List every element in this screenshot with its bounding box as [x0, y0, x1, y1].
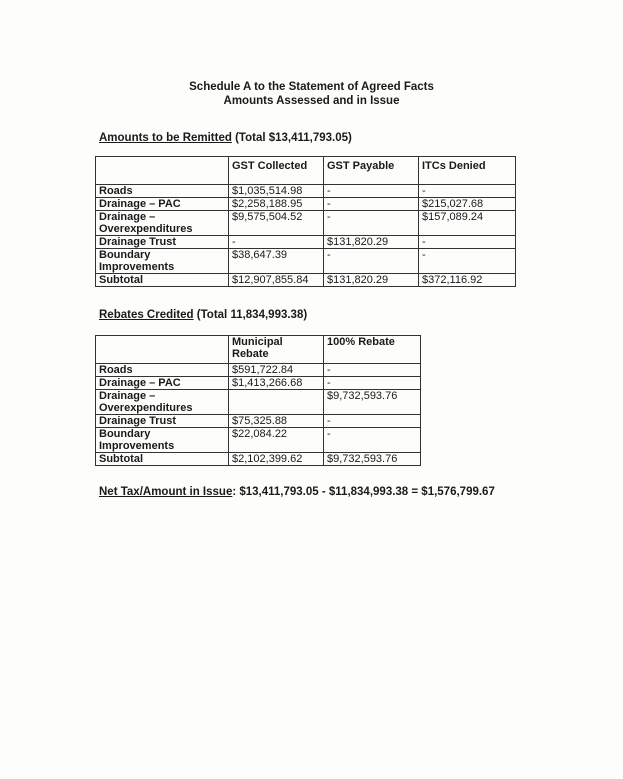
rebates-table	[95, 335, 421, 466]
table-row	[96, 364, 421, 377]
table-cell: $9,732,593.76	[324, 453, 421, 466]
remitted-table	[95, 156, 516, 287]
table-cell: -	[419, 185, 516, 198]
row-label: Drainage – Overexpenditures	[96, 211, 229, 236]
table-header-row	[96, 336, 421, 364]
table-row	[96, 198, 516, 211]
table-row	[96, 211, 516, 236]
row-label: Boundary Improvements	[96, 249, 229, 274]
remitted-section-heading	[99, 132, 352, 144]
table-cell: $9,575,504.52	[229, 211, 324, 236]
table-cell: $157,089.24	[419, 211, 516, 236]
row-label: Subtotal	[96, 453, 229, 466]
table-row	[96, 415, 421, 428]
schedule-subtitle: Amounts Assessed and in Issue	[223, 95, 400, 107]
table-row	[96, 390, 421, 415]
table-cell: $131,820.29	[324, 274, 419, 287]
row-label: Subtotal	[96, 274, 229, 287]
row-label: Drainage Trust	[96, 415, 229, 428]
table-cell: $38,647.39	[229, 249, 324, 274]
rebates-section-heading	[99, 309, 307, 321]
row-label: Roads	[96, 364, 229, 377]
table-cell: $131,820.29	[324, 236, 419, 249]
net-tax-label: Net Tax/Amount in Issue	[99, 486, 233, 498]
table-row	[96, 185, 516, 198]
row-label: Roads	[96, 185, 229, 198]
subtotal-row	[96, 453, 421, 466]
row-label: Drainage – PAC	[96, 198, 229, 211]
table-cell: $9,732,593.76	[324, 390, 421, 415]
table-cell: -	[324, 377, 421, 390]
table-row	[96, 377, 421, 390]
table-cell: $75,325.88	[229, 415, 324, 428]
table-cell: $215,027.68	[419, 198, 516, 211]
table-cell: $22,084.22	[229, 428, 324, 453]
column-header: GST Payable	[324, 157, 419, 185]
subtotal-row	[96, 274, 516, 287]
rebates-title: Rebates Credited	[99, 309, 194, 321]
table-row	[96, 236, 516, 249]
table-cell: $1,035,514.98	[229, 185, 324, 198]
table-cell: -	[419, 236, 516, 249]
table-cell: $372,116.92	[419, 274, 516, 287]
net-tax-value: : $13,411,793.05 - $11,834,993.38 = $1,576,799.67	[232, 486, 495, 498]
table-row	[96, 249, 516, 274]
table-cell: $12,907,855.84	[229, 274, 324, 287]
table-cell: -	[324, 364, 421, 377]
table-cell: -	[324, 428, 421, 453]
table-cell: -	[324, 415, 421, 428]
table-header-row	[96, 157, 516, 185]
table-cell: $591,722.84	[229, 364, 324, 377]
table-cell: -	[324, 185, 419, 198]
column-header: Municipal Rebate	[229, 336, 324, 364]
row-label: Boundary Improvements	[96, 428, 229, 453]
table-cell: -	[419, 249, 516, 274]
table-cell	[229, 390, 324, 415]
row-label: Drainage Trust	[96, 236, 229, 249]
table-cell: $2,258,188.95	[229, 198, 324, 211]
column-header	[96, 336, 229, 364]
table-cell: $2,102,399.62	[229, 453, 324, 466]
row-label: Drainage – Overexpenditures	[96, 390, 229, 415]
table-cell: -	[324, 198, 419, 211]
table-cell: -	[324, 211, 419, 236]
column-header: 100% Rebate	[324, 336, 421, 364]
table-cell: -	[229, 236, 324, 249]
table-cell: $1,413,266.68	[229, 377, 324, 390]
remitted-total: (Total $13,411,793.05)	[235, 132, 352, 144]
net-tax-line	[99, 486, 495, 498]
remitted-title: Amounts to be Remitted	[99, 132, 232, 144]
row-label: Drainage – PAC	[96, 377, 229, 390]
table-row	[96, 428, 421, 453]
column-header: ITCs Denied	[419, 157, 516, 185]
column-header: GST Collected	[229, 157, 324, 185]
rebates-total: (Total 11,834,993.38)	[196, 309, 308, 321]
column-header	[96, 157, 229, 185]
schedule-title: Schedule A to the Statement of Agreed Facts	[189, 81, 434, 93]
table-cell: -	[324, 249, 419, 274]
